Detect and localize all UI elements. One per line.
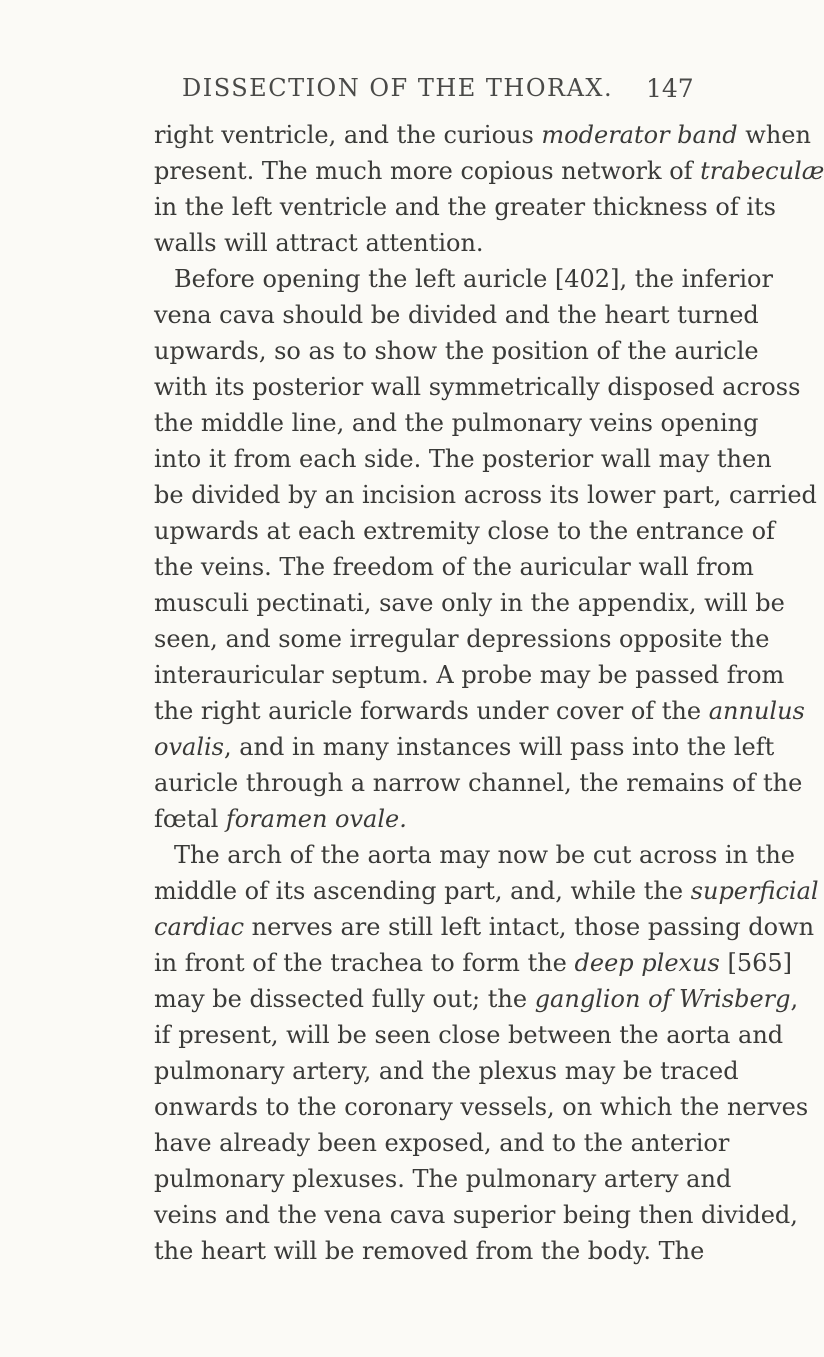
italic-term: cardiac	[154, 913, 245, 941]
text-run: , and in many instances will pass into the left	[223, 733, 775, 761]
text-run: vena cava should be divided and the heart turned	[154, 301, 759, 329]
text-line	[154, 333, 759, 369]
body-text	[154, 117, 824, 1269]
text-run: the middle line, and the pulmonary veins opening	[154, 409, 759, 437]
text-line	[154, 1161, 732, 1197]
text-run: onwards to the coronary vessels, on which the nerves	[154, 1093, 809, 1121]
text-run: pulmonary plexuses. The pulmonary artery and	[154, 1165, 732, 1193]
running-head: DISSECTION OF THE THORAX.	[182, 74, 614, 102]
text-run: present. The much more copious network of	[154, 157, 701, 185]
text-line	[154, 513, 775, 549]
text-run: walls will attract attention.	[154, 229, 484, 257]
text-run: when	[737, 121, 811, 149]
page-number: 147	[646, 74, 694, 103]
text-run: veins and the vena cava superior being then divided,	[154, 1201, 798, 1229]
italic-term: ovalis	[154, 733, 224, 761]
text-line	[154, 1089, 809, 1125]
text-line	[154, 981, 799, 1017]
text-run: be divided by an incision across its lower part, carried	[154, 481, 817, 509]
text-line	[154, 225, 708, 261]
text-line	[154, 369, 801, 405]
text-line	[154, 117, 811, 153]
text-line	[154, 477, 817, 513]
text-line	[154, 621, 770, 657]
text-line	[154, 657, 785, 693]
text-line	[154, 729, 775, 765]
text-run: right ventricle, and the curious	[154, 121, 542, 149]
text-line	[154, 1053, 739, 1089]
text-line	[154, 261, 773, 297]
text-line	[154, 1125, 730, 1161]
text-run: upwards, so as to show the position of the auricle	[154, 337, 759, 365]
text-run: if present, will be seen close between the aorta and	[154, 1021, 784, 1049]
text-run: The arch of the aorta may now be cut across in the	[174, 841, 796, 869]
text-line	[154, 189, 776, 225]
text-line	[154, 873, 819, 909]
italic-term: deep plexus	[574, 949, 720, 977]
italic-term: ganglion of Wrisberg	[534, 985, 791, 1013]
text-line	[154, 909, 815, 945]
text-run: with its posterior wall symmetrically disposed across	[154, 373, 801, 401]
text-line	[154, 1233, 708, 1269]
text-run: middle of its ascending part, and, while the	[154, 877, 691, 905]
text-line	[154, 693, 805, 729]
text-line	[154, 297, 759, 333]
text-run: the veins. The freedom of the auricular wall from	[154, 553, 754, 581]
text-run: Before opening the left auricle [402], the inferior	[174, 265, 773, 293]
text-run: into it from each side. The posterior wall may then	[154, 445, 772, 473]
text-run: pulmonary artery, and the plexus may be traced	[154, 1057, 739, 1085]
text-run: musculi pectinati, save only in the appendix, will be	[154, 589, 785, 617]
text-line	[154, 153, 824, 189]
text-run: the heart will be removed from the body. The	[154, 1237, 705, 1265]
text-line	[154, 1017, 784, 1053]
text-line	[154, 1197, 798, 1233]
text-run: may be dissected fully out; the	[154, 985, 535, 1013]
text-run: nerves are still left intact, those passing down	[244, 913, 815, 941]
text-line	[154, 837, 796, 873]
text-line	[154, 585, 785, 621]
text-line	[154, 441, 772, 477]
text-run: ,	[790, 985, 799, 1013]
italic-term: superficial	[690, 877, 819, 905]
italic-term: trabeculæ	[700, 157, 824, 185]
text-run: [565]	[719, 949, 792, 977]
italic-term: moderator band	[541, 121, 738, 149]
text-line	[154, 765, 803, 801]
text-run: interauricular septum. A probe may be passed from	[154, 661, 785, 689]
text-run: have already been exposed, and to the anterior	[154, 1129, 730, 1157]
text-run: upwards at each extremity close to the entrance of	[154, 517, 775, 545]
italic-term: foramen ovale.	[225, 805, 407, 833]
text-run: in front of the trachea to form the	[154, 949, 575, 977]
text-line	[154, 405, 759, 441]
text-run: the right auricle forwards under cover of the	[154, 697, 709, 725]
text-run: fœtal	[154, 805, 226, 833]
text-run: in the left ventricle and the greater thickness of its	[154, 193, 776, 221]
text-run: seen, and some irregular depressions opposite the	[154, 625, 770, 653]
text-line	[154, 801, 708, 837]
page-header	[0, 74, 800, 114]
italic-term: annulus	[708, 697, 805, 725]
text-run: auricle through a narrow channel, the remains of the	[154, 769, 803, 797]
text-line	[154, 945, 792, 981]
text-line	[154, 549, 754, 585]
